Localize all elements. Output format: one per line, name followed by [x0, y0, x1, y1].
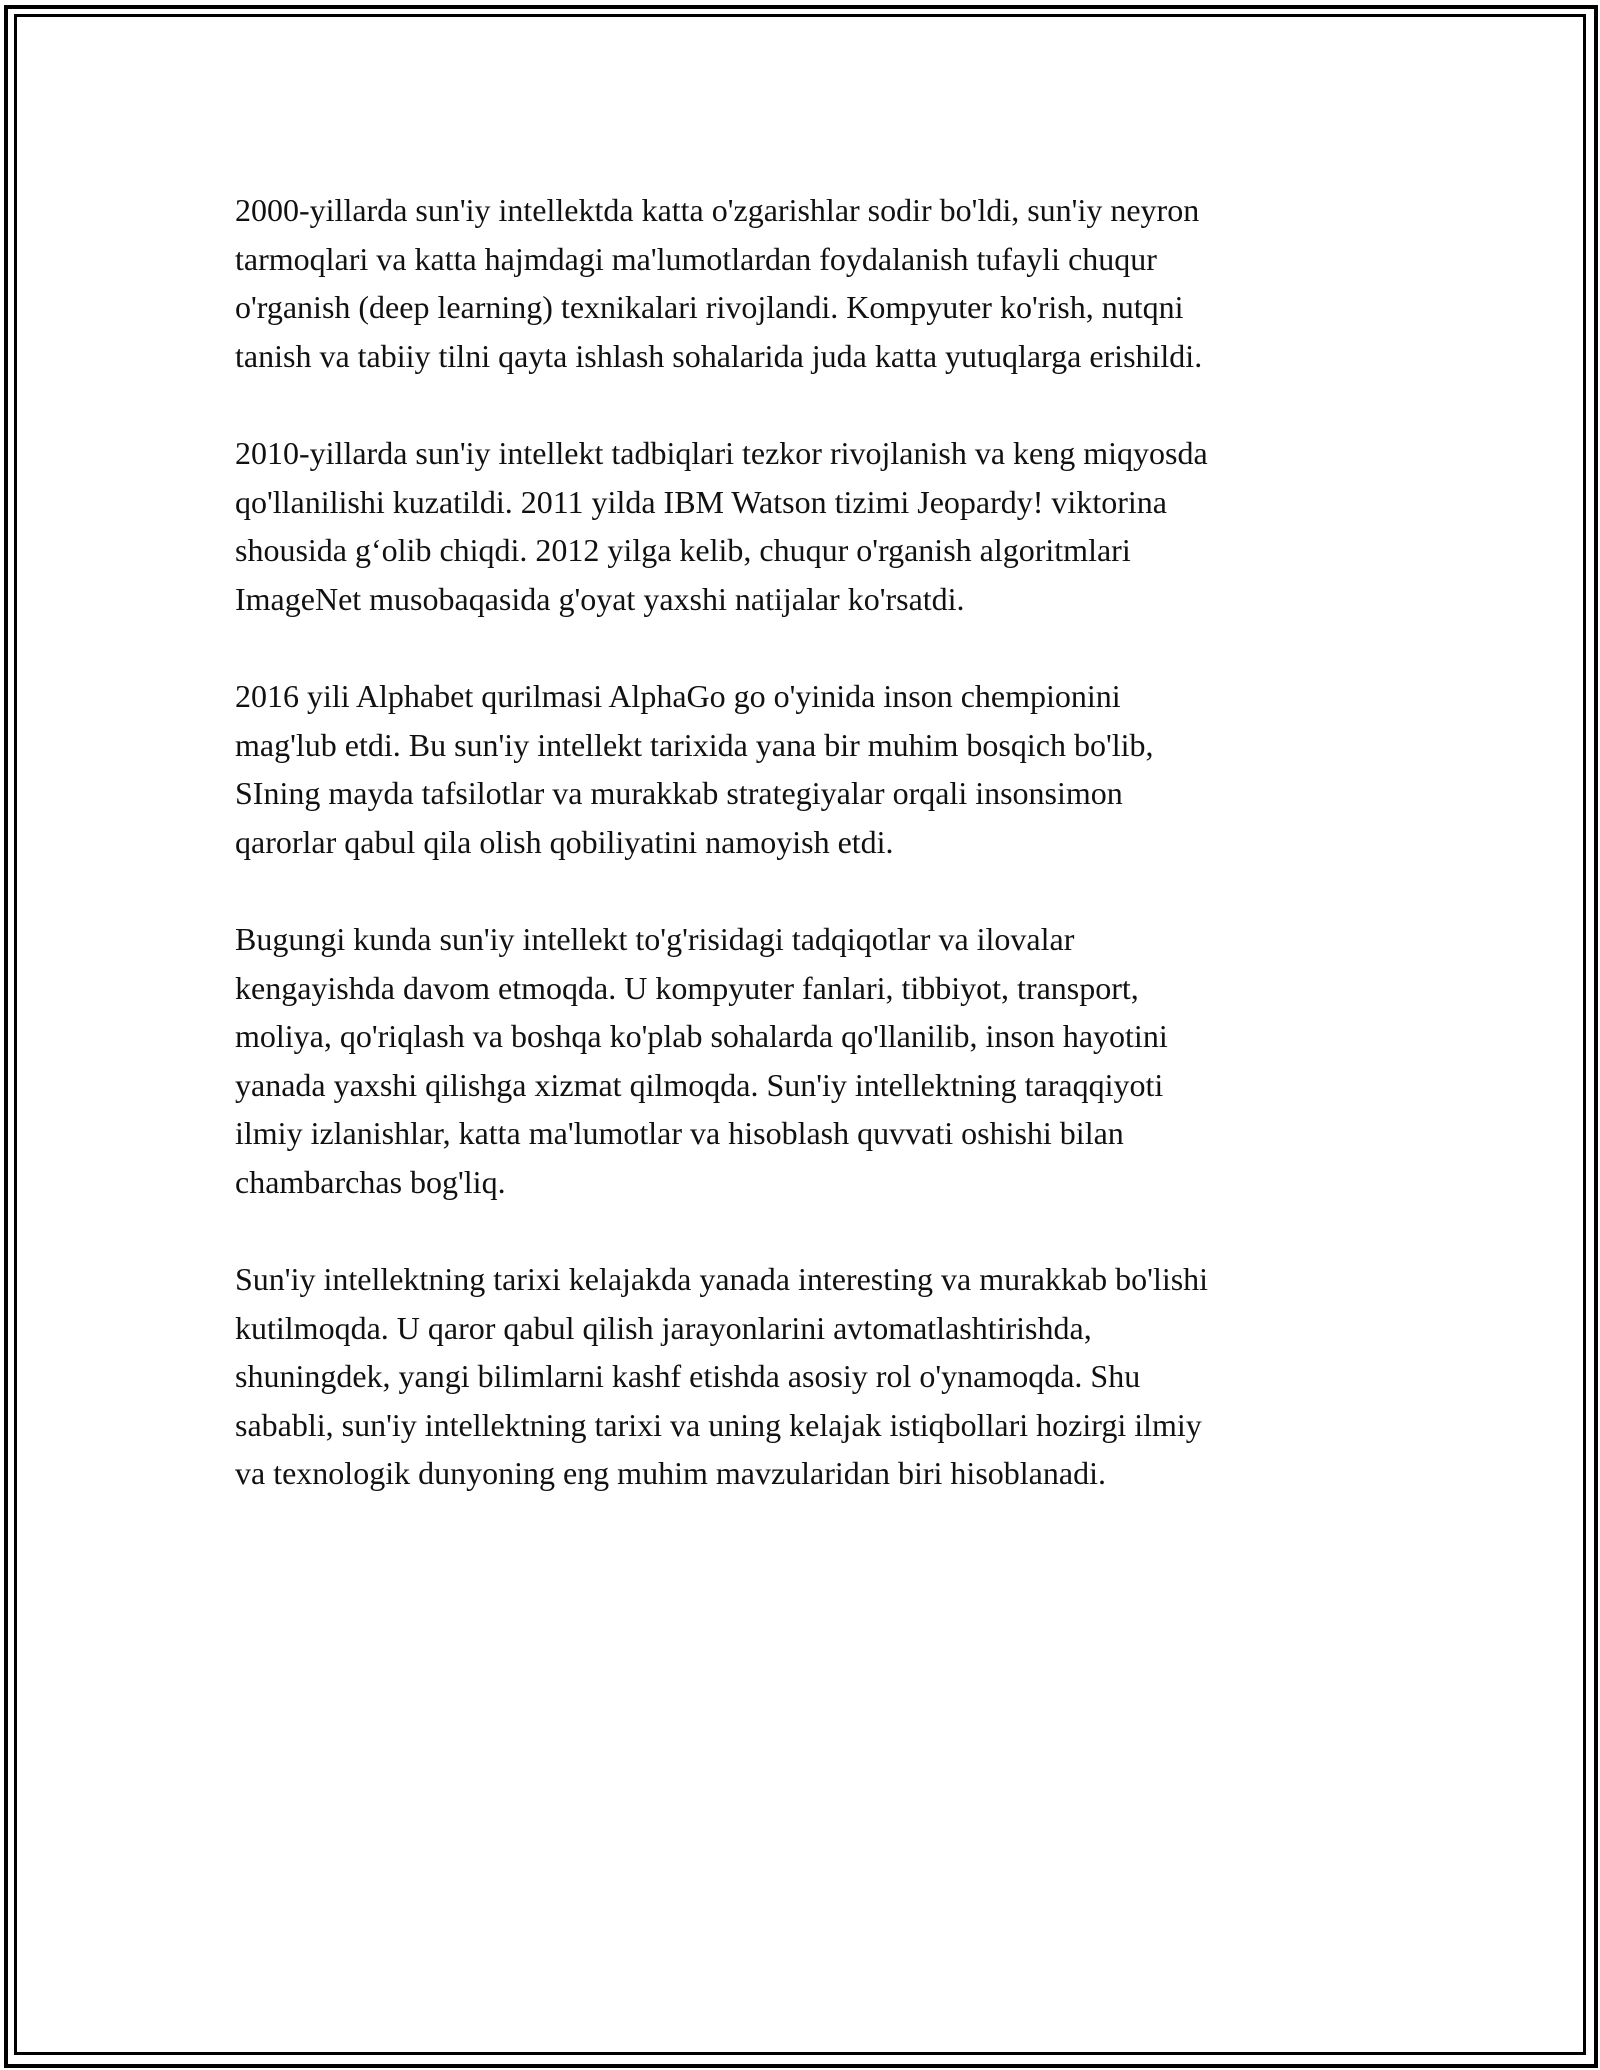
text-line: qarorlar qabul qila olish qobiliyatini namoyish etdi. — [235, 823, 894, 860]
paragraph-today — [235, 915, 1365, 1206]
text-line: yanada yaxshi qilishga xizmat qilmoqda. Sun'iy intellektning taraqqiyoti — [235, 1066, 1164, 1103]
text-line: 2016 yili Alphabet qurilmasi AlphaGo go o'yinida inson chempionini — [235, 678, 1121, 714]
text-line: qo'llanilishi kuzatildi. 2011 yilda IBM Watson tizimi Jeopardy! viktorina — [235, 483, 1167, 520]
text-line: o'rganish (deep learning) texnikalari rivojlandi. Kompyuter ko'rish, nutqni — [235, 289, 1184, 325]
text-line: mag'lub etdi. Bu sun'iy intellekt tarixida yana bir muhim bosqich bo'lib, — [235, 726, 1154, 763]
document-body — [235, 186, 1365, 1547]
paragraph-future — [235, 1255, 1365, 1498]
paragraph-2010s — [235, 429, 1365, 623]
text-line: 2000-yillarda sun'iy intellektda katta o'zgarishlar sodir bo'ldi, sun'iy neyron — [235, 192, 1200, 228]
text-line: ImageNet musobaqasida g'oyat yaxshi natijalar ko'rsatdi. — [235, 580, 965, 617]
text-line: sababli, sun'iy intellektning tarixi va uning kelajak istiqbollari hozirgi ilmiy — [235, 1406, 1202, 1443]
text-line: SIning mayda tafsilotlar va murakkab strategiyalar orqali insonsimon — [235, 775, 1123, 811]
text-line: ilmiy izlanishlar, katta ma'lumotlar va hisoblash quvvati oshishi bilan — [235, 1115, 1124, 1151]
text-line: chambarchas bog'liq. — [235, 1163, 506, 1200]
text-line: shuningdek, yangi bilimlarni kashf etishda asosiy rol o'ynamoqda. Shu — [235, 1358, 1141, 1394]
text-line: shousida g‘olib chiqdi. 2012 yilga kelib, chuqur o'rganish algoritmlari — [235, 532, 1131, 568]
text-line: kengayishda davom etmoqda. U kompyuter fanlari, tibbiyot, transport, — [235, 969, 1139, 1006]
text-line: 2010-yillarda sun'iy intellekt tadbiqlari tezkor rivojlanish va keng miqyosda — [235, 435, 1208, 471]
text-line: va texnologik dunyoning eng muhim mavzularidan biri hisoblanadi. — [235, 1455, 1106, 1491]
paragraph-2016 — [235, 672, 1365, 866]
text-line: Bugungi kunda sun'iy intellekt to'g'risidagi tadqiqotlar va ilovalar — [235, 921, 1075, 957]
text-line: tarmoqlari va katta hajmdagi ma'lumotlardan foydalanish tufayli chuqur — [235, 240, 1157, 277]
text-line: kutilmoqda. U qaror qabul qilish jarayonlarini avtomatlashtirishda, — [235, 1309, 1092, 1346]
text-line: Sun'iy intellektning tarixi kelajakda yanada interesting va murakkab bo'lishi — [235, 1261, 1209, 1297]
text-line: moliya, qo'riqlash va boshqa ko'plab sohalarda qo'llanilib, inson hayotini — [235, 1018, 1168, 1054]
text-line: tanish va tabiiy tilni qayta ishlash sohalarida juda katta yutuqlarga erishildi. — [235, 337, 1203, 374]
paragraph-2000s — [235, 186, 1365, 380]
